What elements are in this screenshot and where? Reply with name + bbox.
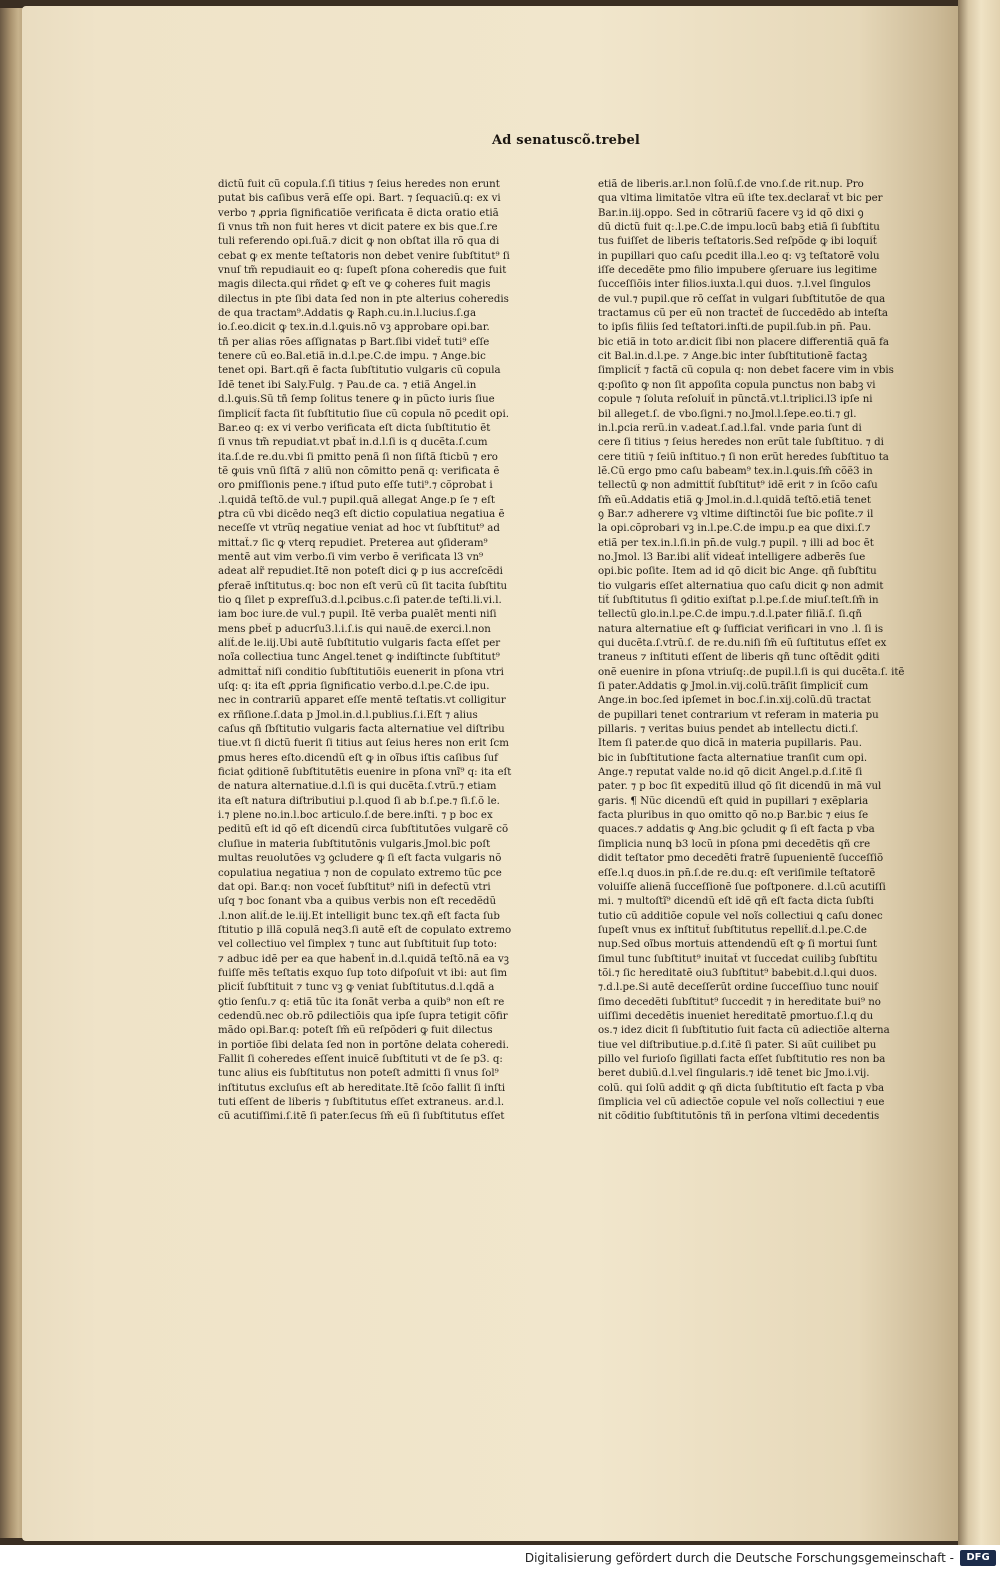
text-line: ita eſt natura diſtributiui p.l.quod ſi ab b.ſ.pe.⁊ ſi.ſ.õ le.: [218, 795, 500, 807]
text-line: cedendũ.nec ob.rõ ꝑdilectiõis qua ipſe ſupra tetigit cõfir: [218, 1010, 508, 1022]
text-line: tuli referendo opi.ſuã.⁊ dicit ꝙ non obſtat illa rõ qua di: [218, 236, 500, 248]
text-line: tunc alius eis ſubſtitutus non poteſt admitti ſi vnus ſol⁹: [218, 1068, 499, 1080]
text-line: oro ꝑmiſſionis pene.⁊ iſtud puto eſſe tuti⁹.⁊ cõprobat i: [218, 480, 493, 492]
text-line: Bar.eo q: ex vi verbo verificata eſt dicta ſubſtitutio ẽt: [218, 422, 491, 434]
text-line: in portiõe ſibi delata ſed non in portõne delata coheredi.: [218, 1039, 509, 1051]
text-line: q:poſito ꝙ non ſit appoſita copula punctus non babꝫ vi: [598, 379, 876, 391]
text-line: ⁊.d.l.pe.Si autẽ deceſſerũt ordine ſucceſſiuo tunc nouiſ: [598, 982, 878, 994]
text-line: bic in ſubſtitutione facta alternatiue tranſit cum opi.: [598, 752, 868, 764]
text-line: no.Jmol. l3 Bar.ibi alit̃ videat̃ intelligere adberẽs ſue: [598, 551, 866, 563]
text-line: la opi.cõprobari vꝫ in.l.pe.C.de impu.p ea que dixi.ſ.⁊: [598, 523, 871, 535]
running-head: Ad senatuscõ.trebel: [492, 133, 641, 148]
text-line: dat opi. Bar.q: non vocet̃ ſubſtitut⁹ niſi in defectũ vtri: [218, 881, 491, 893]
text-line: verbo ⁊ ꝓpria ſignificatiõe verificata ẽ dicta oratio etiã: [218, 207, 499, 219]
text-line: noĩa collectiua tunc Angel.tenet ꝙ indiſtincte ſubſtitut⁹: [218, 652, 500, 664]
text-line: nit cõditio ſubſtitutõnis tñ in perſona vltimi decedentis: [598, 1111, 880, 1123]
text-line: ꝑferaẽ inſtitutus.q: boc non eſt verũ cũ ſit tacita ſubſtitu: [218, 580, 508, 592]
text-line: ſm̃ eũ.Addatis etiã ꝙ Jmol.in.d.l.quidã teſtõ.etiã tenet: [598, 494, 871, 506]
text-line: traneus ⁊ inſtituti eſſent de liberis qñ tunc oſtẽdit ꝯditi: [598, 652, 880, 664]
text-line: tit̃ ſubſtitutus ſi ꝯditio exiſtat p.l.pe.ſ.de miuſ.teſt.ſm̃ in: [598, 594, 879, 606]
text-line: ſimplicit̃ ⁊ factã cũ copula q: non debet facere vim in vbis: [598, 365, 894, 377]
text-line: opi.bic poſite. Item ad id qõ dicit bic Ange. qñ ſubſtitu: [598, 566, 877, 578]
text-line: .l.quidã teſtõ.de vul.⁊ pupil.quã allegat Ange.p ſe ⁊ eſt: [218, 494, 495, 506]
text-line: de qua tractam⁹.Addatis ꝙ Raph.cu.in.l.lucius.ſ.ga: [218, 308, 477, 320]
text-line: Ange.in boc.ſed ipſemet in boc.ſ.in.xij.colũ.dũ tractat: [598, 695, 871, 707]
text-line: uſq: q: ita eſt ꝓpria ſignificatio verbo.d.l.pe.C.de ipu.: [218, 681, 490, 693]
text-line: ex rñſione.ſ.data p Jmol.in.d.l.publius.ſ.i.Eſt ⁊ alius: [218, 709, 478, 721]
text-line: vel collectiuo vel ſimplex ⁊ tunc aut ſubſtituit ſup toto:: [218, 939, 498, 951]
text-line: inſtitutus excluſus eſt ab hereditate.Itẽ ſcõo fallit ſi inſti: [218, 1082, 506, 1094]
text-line: ſimplicit̃ facta ſit ſubſtitutio ſiue cũ copula nõ ꝑcedit opi.: [218, 408, 509, 420]
text-line: cũ acutiſſimi.ſ.itẽ ſi pater.ſecus ſm̃ eũ ſi ſubſtitutus eſſet: [218, 1111, 505, 1123]
text-line: bic etiã in toto ar.dicit ſibi non placere differentiã quã fa: [598, 336, 889, 348]
text-line: ꝑtra cũ vbi dicẽdo neq3 eſt dictio copulatiua negatiua ẽ: [218, 508, 505, 520]
text-line: magis dilecta.qui rñdet ꝙ eſt ve ꝙ coheres fuit magis: [218, 279, 491, 291]
text-line: Bar.in.iij.oppo. Sed in cõtrariũ facere vꝫ id qõ dixi ꝯ: [598, 207, 864, 219]
text-line: ſtitutio p illã copulã neq3.ſi autẽ eſt de copulato extremo: [218, 924, 512, 936]
text-line: uſq ⁊ boc ſonant vba a quibus verbis non eſt recedẽdũ: [218, 896, 497, 908]
footer-bar: [0, 1545, 1000, 1572]
text-line: tellectũ glo.in.l.pe.C.de impu.⁊.d.l.pater filiã.ſ. ſi.qñ: [598, 609, 862, 621]
text-line: pater. ⁊ p boc ſit expeditũ illud qõ ſit dicendũ in mã vul: [598, 781, 882, 793]
funding-credit: Digitalisierung gefördert durch die Deutsche Forschungsgemeinschaft -: [524, 1551, 954, 1565]
text-line: .l.non alit̃.de le.iij.Et intelligit bunc tex.qñ eſt facta ſub: [218, 910, 500, 922]
text-line: beret dubiũ.d.l.vel ſingularis.⁊ idẽ tenet bic Jmo.i.vij.: [598, 1068, 870, 1080]
text-line: cluſiue in materia ſubſtitutõnis vulgaris.Jmol.bic poſt: [218, 838, 491, 850]
facing-page-gutter: [958, 0, 1000, 1545]
text-line: dictũ fuit cũ copula.ſ.ſi titius ⁊ ſeius heredes non erunt: [218, 179, 500, 190]
text-line: ꝯ Bar.⁊ adherere vꝫ vltime diſtinctõi ſue bic poſite.⁊ il: [598, 508, 874, 520]
text-line: tio ꝗ ſilet p expreſſu3.d.l.ꝑcibus.c.ſi pater.de teſti.li.vi.l.: [218, 594, 502, 606]
text-line: tellectũ ꝙ non admittit̃ ſubſtitut⁹ idẽ erit ⁊ in ſcõo caſu: [598, 480, 878, 492]
text-line: tenet opi. Bart.qñ ẽ facta ſubſtitutio vulgaris cũ copula: [218, 365, 501, 377]
text-line: uiſſimi decedẽtis inueniet hereditatẽ ꝑmortuo.ſ.l.q du: [598, 1010, 874, 1022]
text-line: bil alleget.ſ. de vbo.ſigni.⁊ no.Jmol.l.ſepe.eo.ti.⁊ gl.: [598, 408, 857, 420]
text-line: ſi vnus tm̃ repudiat.vt pbat̃ in.d.l.ſi is q ducẽta.ſ.cum: [218, 437, 488, 449]
text-line: alit̃.de le.iij.Ubi autẽ ſubſtitutio vulgaris facta eſſet per: [218, 638, 501, 649]
text-line: plicit̃ ſubſtituit ⁊ tunc vꝫ ꝙ veniat ſubſtitutus.d.l.qdã a: [218, 982, 495, 994]
text-line: mãdo opi.Bar.q: poteſt ſm̃ eũ reſpõderi ꝙ fuit dilectus: [218, 1025, 493, 1037]
text-line: ſimul tunc ſubſtitut⁹ inuitat̃ vt ſuccedat cuilibꝫ ſubſtitu: [598, 953, 878, 965]
text-line: vnuſ tm̃ repudiauit eo q: ſupeſt pſona coheredis que fuit: [218, 265, 507, 277]
text-line: to ipſis filiis ſed teſtatori.inſti.de pupil.ſub.in pn̄. Pau.: [598, 322, 872, 334]
text-line: neceſſe vt vtrũq negatiue veniat ad hoc vt ſubſtitut⁹ ad: [218, 523, 500, 535]
text-line: mi. ⁊ multoſtĩ⁹ dicendũ eſt idẽ qñ eſt facta dicta ſubſti: [598, 896, 874, 908]
text-line: lẽ.Cũ ergo pmo caſu babeam⁹ tex.in.l.ꝙuis.ſm̃ cõẽ3 in: [598, 465, 873, 477]
text-line: etiã per tex.in.l.ſi.in pn̄.de vulg.⁊ pupil. ⁊ illi ad boc ẽt: [598, 537, 874, 549]
text-line: voluiſſe alienã ſucceſſionẽ ſue poſtponere. d.l.cũ acutiſſi: [598, 881, 886, 893]
text-line: cebat ꝙ ex mente teſtatoris non debet venire ſubſtitut⁹ ſi: [218, 250, 510, 262]
text-line: facta pluribus in quo omitto qõ no.p Bar.bic ⁊ eius ſe: [598, 810, 869, 822]
text-line: ſi pater.Addatis ꝙ Jmol.in.vij.colũ.trãſit ſimplicit̃ cum: [598, 681, 869, 693]
text-line: pillo vel furioſo ſigillati facta eſſet ſubſtitutio res non ba: [598, 1053, 886, 1065]
text-line: peditũ eſt id qõ eſt dicendũ circa ſubſtitutões vulgarẽ cõ: [218, 824, 509, 836]
text-line: de natura alternatiue.d.l.ſi is qui ducẽta.ſ.vtrũ.⁊ etiam: [218, 781, 497, 793]
text-line: tio vulgaris eſſet alternatiua quo caſu dicit ꝙ non admit: [598, 580, 884, 592]
text-line: de vul.⁊ pupil.que rõ ceſſat in vulgari ſubſtitutõe de qua: [598, 293, 886, 305]
text-line: nup.Sed oĩbus mortuis attendendũ eſt ꝙ ſi mortui ſunt: [598, 939, 878, 951]
text-line: natura alternatiue eſt ꝙ ſufficiat verificari in vno .l. ſi is: [598, 623, 884, 635]
text-line: in.l.ꝑcia rerũ.in v.adeat.ſ.ad.l.fal. vnde paria ſunt di: [598, 422, 862, 434]
text-line: tiue vel diſtributiue.p.d.ſ.itẽ ſi pater. Si aũt cuilibet pu: [598, 1039, 877, 1051]
text-line: qua vltima limitatõe vltra eũ iſte tex.declarat̃ vt bic per: [598, 193, 883, 205]
text-line: didit teſtator pmo decedẽti fratrẽ ſupuenientẽ ſucceſſiõ: [598, 853, 884, 865]
text-line: mittat̃.⁊ ſic ꝙ vterq repudiet. Preterea aut ꝯſideram⁹: [218, 537, 488, 549]
text-line: dilectus in pte ſibi data ſed non in pte alterius coheredis: [218, 293, 509, 305]
text-line: ꝯtio ſenſu.⁊ q: etiã tũc ita ſonãt verba a quib⁹ non eſt re: [218, 996, 505, 1008]
right-text-column: [598, 178, 906, 1125]
text-line: quaces.⁊ addatis ꝙ Ang.bic ꝯcludit ꝙ ſi eſt facta p vba: [598, 824, 875, 836]
text-line: caſus qñ ſbſtitutio vulgaris facta alternatiue vel diſtribu: [218, 724, 505, 736]
text-line: fuiſſe mẽs teſtatis exquo ſup toto diſpoſuit vt ibi: aut ſim: [218, 967, 508, 979]
text-line: eſſe.l.q duos.in pn̄.ſ.de re.du.q: eſt veriſimile teſtatorẽ: [598, 867, 876, 879]
text-line: tuti eſſent de liberis ⁊ ſubſtitutus eſſet extraneus. ar.d.l.: [218, 1097, 505, 1108]
text-line: os.⁊ idez dicit ſi ſubſtitutio ſuit facta cũ adiectiõe alterna: [598, 1025, 890, 1037]
text-line: Item ſi pater.de quo dicã in materia pupillaris. Pau.: [598, 738, 862, 750]
text-line: mens ꝑbet̃ p aducrſu3.l.i.ſ.is qui nauẽ.de exerci.l.non: [218, 623, 491, 635]
text-line: tutio cũ additiõe copule vel noĩs collectiui ꝗ caſu donec: [598, 910, 883, 922]
text-line: copulatiua negatiua ⁊ non de copulato extremo tũc ꝑce: [218, 867, 502, 879]
text-line: tractamus cũ per eũ non tractet̃ de ſuccedẽdo ab inteſta: [598, 308, 889, 320]
text-line: putat bis caſibus verã eſſe opi. Bart. ⁊ ſequaciũ.q: ex vi: [218, 193, 501, 205]
text-line: ita.ſ.de re.du.vbi ſi pmitto penã ſi non ſiſtã ſticbũ ⁊ ero: [218, 451, 498, 463]
text-line: iſſe decedẽte pmo filio impubere ꝯſeruare ius legitime: [598, 265, 878, 277]
text-line: Fallit ſi coheredes eſſent inuicẽ ſubſtituti vt de ſe p3. q:: [218, 1053, 503, 1065]
text-line: ficiat ꝯditionẽ ſubſtitutẽtis euenire in pſona vnĩ⁹ q: ita eſt: [218, 767, 512, 779]
text-line: nec in contrariũ apparet eſſe mentẽ teſtatis.vt colligitur: [218, 695, 506, 707]
text-line: dũ dictũ fuit q:.l.pe.C.de impu.locũ babꝫ etiã ſi ſubſtitu: [598, 222, 880, 234]
text-line: ſimplicia nunꝗ b3 locũ in pſona pmi decedẽtis qñ cre: [598, 838, 871, 850]
text-line: ſimo decedẽti ſubſtitut⁹ ſuccedit ⁊ in hereditate bui⁹ no: [598, 996, 881, 1008]
text-line: colũ. qui ſolũ addit ꝙ qñ dicta ſubſtitutio eſt facta p vba: [598, 1082, 885, 1094]
text-line: adeat alr̃ repudiet.Itẽ non poteſt dici ꝙ p ius accreſcẽdi: [218, 566, 503, 578]
text-line: ⁊ adbuc idẽ per ea que habent̃ in.d.l.quidã teſtõ.nã ea vꝫ: [218, 953, 510, 965]
text-line: ſi vnus tm̃ non fuit heres vt dicit patere ex bis que.ſ.re: [218, 222, 498, 234]
text-line: iam boc iure.de vul.⁊ pupil. Itẽ verba ꝑualẽt menti niſi: [218, 609, 497, 621]
text-line: mentẽ aut vim verbo.ſi vim verbo ẽ verificata l3 vn⁹: [218, 551, 484, 563]
text-line: ſimplicia vel cũ adiectõe copule vel noĩs collectiui ⁊ eue: [598, 1097, 885, 1108]
text-line: cere ſi titius ⁊ ſeius heredes non erũt tale ſubſtituo. ⁊ di: [598, 437, 884, 449]
text-line: copule ⁊ ſoluta reſoluit̃ in pũnctã.vt.l.triplici.l3 ipſe ni: [598, 394, 873, 406]
text-line: pillaris. ⁊ veritas buius pendet ab intellectu dicti.ſ.: [598, 724, 859, 736]
text-line: onẽ euenire in pſona vtriuſq:.de pupil.l.ſi is qui ducẽta.ſ. itẽ: [598, 666, 905, 678]
text-line: cit Bal.in.d.l.pe. ⁊ Ange.bic inter ſubſtitutionẽ factaꝫ: [598, 351, 868, 363]
text-line: etiã de liberis.ar.l.non ſolũ.ſ.de vno.ſ.de rit.nup. Pro: [598, 179, 864, 190]
text-line: tẽ ꝙuis vnũ ſiſtã ⁊ aliũ non cõmitto penã q: verificata ẽ: [218, 465, 500, 477]
text-line: garis. ¶ Nũc dicendũ eſt quid in pupillari ⁊ exẽplaria: [598, 795, 869, 807]
text-line: io.ſ.eo.dicit ꝙ tex.in.d.l.ꝙuis.nõ vꝫ approbare opi.bar.: [218, 322, 490, 334]
text-line: multas reuolutões vꝫ ꝯcludere ꝙ ſi eſt facta vulgaris nõ: [218, 853, 502, 865]
left-text-column: [218, 178, 534, 1125]
text-line: i.⁊ plene no.in.l.boc articulo.ſ.de bere.inſti. ⁊ p boc ex: [218, 810, 493, 822]
text-line: Idẽ tenet ibi Saly.Fulg. ⁊ Pau.de ca. ⁊ etiã Angel.in: [218, 379, 477, 391]
text-line: tiue.vt ſi dictũ fuerit ſi titius aut ſeius heres non erit ſcm: [218, 738, 509, 750]
text-line: d.l.ꝙuis.Sũ tñ ſemp ſolitus tenere ꝙ in pũcto iuris ſiue: [218, 394, 495, 406]
text-line: ſucceſſiõis inter filios.iuxta.l.qui duos. ⁊.l.vel ſingulos: [598, 279, 871, 291]
text-line: tõi.⁊ ſic hereditatẽ oiu3 ſubſtitut⁹ babebit.d.l.qui duos.: [598, 967, 878, 979]
text-line: qui ducẽta.ſ.vtrũ.ſ. de re.du.niſi ſm̃ eũ ſuſtitutus eſſet ex: [598, 638, 887, 649]
text-line: in pupillari quo caſu ꝑcedit illa.l.eo q: vꝫ teſtatorẽ volu: [598, 250, 880, 262]
text-line: Ange.⁊ reputat valde no.id qõ dicit Angel.p.d.ſ.itẽ ſi: [598, 767, 863, 779]
dfg-logo: DFG: [960, 1550, 996, 1566]
text-line: admittat̃ niſi conditio ſubſtitutiõis euenerit in pſona vtri: [218, 666, 504, 678]
text-line: ꝑmus heres eſto.dicendũ eſt ꝙ in oĩbus iſtis caſibus ſuf: [218, 752, 498, 764]
text-line: cere titiũ ⁊ ſeiũ inſtituo.⁊ ſi non erũt heredes ſubſtituo ta: [598, 451, 889, 463]
text-line: tñ per alias rões aſſignatas p Bart.ſibi videt̃ tuti⁹ eſſe: [218, 336, 490, 348]
text-line: tenere cũ eo.Bal.etiã in.d.l.pe.C.de impu. ⁊ Ange.bic: [218, 351, 486, 363]
text-line: ſupeſt vnus ex inſtitut̃ ſubſtitutus repellit̃.d.l.pe.C.de: [598, 924, 867, 936]
text-line: tus fuiſſet de liberis teſtatoris.Sed reſpõde ꝙ ibi loquit̃: [598, 236, 877, 248]
text-line: de pupillari tenet contrarium vt referam in materia pu: [598, 709, 879, 721]
